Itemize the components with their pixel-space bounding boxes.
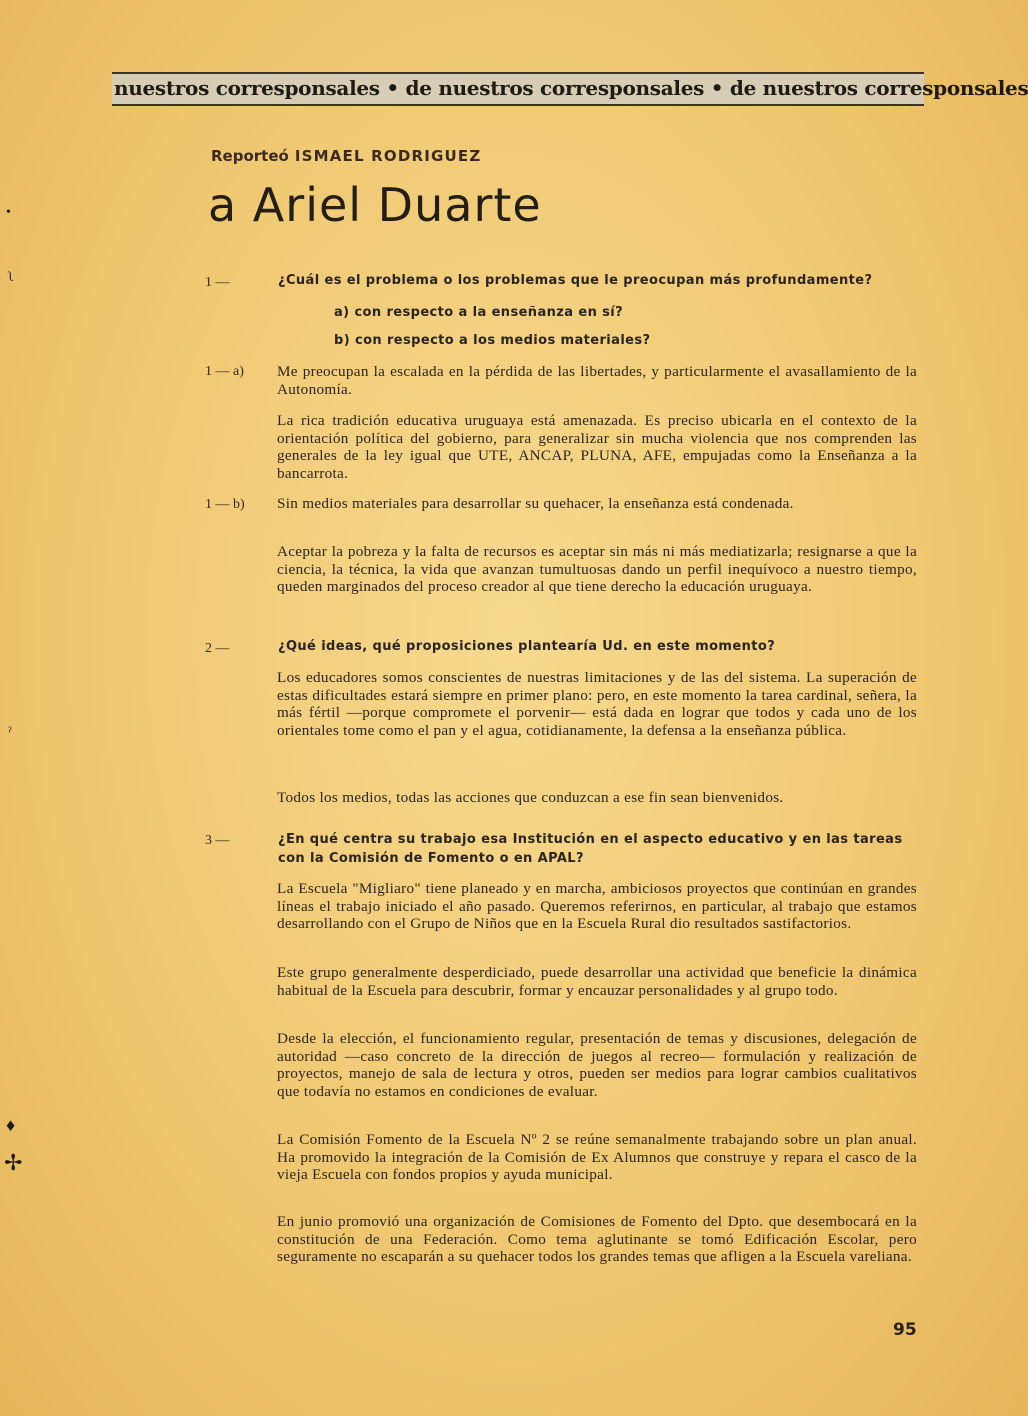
- question-3-text: ¿En qué centra su trabajo esa Institución en el aspecto educativo y en las tareas con la Comisión de Fomento o en APAL?: [278, 832, 903, 866]
- answer-1b-number: 1 — b): [205, 497, 245, 512]
- margin-mark: •: [6, 205, 11, 220]
- question-1-text: ¿Cuál es el problema o los problemas que le preocupan más profundamente?: [278, 273, 873, 288]
- page-number: 95: [893, 1320, 917, 1340]
- answer-3-paragraph: Este grupo generalmente desperdiciado, puede desarrollar una actividad que beneficie la dinámica habitual de la Escuela para descubrir, formar y encauzar personalidades y al grupo todo.: [277, 964, 917, 999]
- answer-1b-paragraph: Aceptar la pobreza y la falta de recursos es aceptar sin más ni más mediatizarla; resignarse a que la ciencia, la técnica, la vida que avanzan tumultuosas dando un perfil inequívoco a nuestro tiempo, queden marginados del proceso creador al que tiene derecho la educación uruguaya.: [277, 543, 917, 595]
- margin-mark: ✢: [4, 1150, 23, 1175]
- section-banner: [112, 72, 1028, 106]
- byline-name: ISMAEL RODRIGUEZ: [294, 147, 482, 165]
- question-2-number: 2 —: [205, 641, 230, 656]
- margin-mark: ˀ: [8, 725, 12, 740]
- answer-3-paragraph: Desde la elección, el funcionamiento regular, presentación de temas y discusiones, delegación de autoridad —caso concreto de la dirección de juegos al recreo— formulación y realización de proyectos, manejo de sala de lectura y otros, pueden ser medios para lograr cambios cualitativos que todavía no estamos en condiciones de evaluar.: [277, 1030, 917, 1100]
- answer-2-paragraph: Todos los medios, todas las acciones que conduzcan a ese fin sean bienvenidos.: [277, 789, 784, 806]
- question-1-number: 1 —: [205, 275, 230, 290]
- answer-3-paragraph: La Escuela "Migliaro" tiene planeado y en marcha, ambiciosos proyectos que continúan en grandes líneas el trabajo iniciado el año pasado. Queremos referirnos, en particular, al trabajo que estamos desarrollando con el Grupo de Niños que en la Escuela Rural dio resultados sastifactorios.: [277, 880, 917, 932]
- byline: [211, 147, 481, 165]
- question-2-text: ¿Qué ideas, qué proposiciones plantearía Ud. en este momento?: [278, 639, 776, 654]
- question-3-number: 3 —: [205, 833, 230, 848]
- margin-mark: ♦: [6, 1115, 16, 1135]
- answer-1a-paragraph: La rica tradición educativa uruguaya está amenazada. Es preciso ubicarla en el contexto de la orientación política del gobierno, para generalizar sin mucha violencia que nos comprenden las generales de la ley igual que UTE, ANCAP, PLUNA, AFE, empujadas como la Enseñanza a la bancarrota.: [277, 412, 917, 482]
- answer-3-paragraph: La Comisión Fomento de la Escuela Nº 2 se reúne semanalmente trabajando sobre un plan anual. Ha promovido la integración de la Comisión de Ex Alumnos que construye y repara el casco de la vieja Escuela con fondos propios y ayuda municipal.: [277, 1131, 917, 1183]
- answer-1a-paragraph: Me preocupan la escalada en la pérdida de las libertades, y particularmente el avasallamiento de la Autonomía.: [277, 363, 917, 398]
- margin-mark: ʅ: [8, 270, 15, 285]
- answer-2-paragraph: Los educadores somos conscientes de nuestras limitaciones y de las del sistema. La superación de estas dificultades estará siempre en primer plano: pero, en este momento la tarea cardinal, señera, la más fértil —porque compromete el porvenir— está dada en lograr que todos y cada uno de los orientales tome como el pan y el agua, cotidianamente, la defensa a la enseñanza pública.: [277, 669, 917, 739]
- byline-label: Reporteó: [211, 147, 289, 165]
- answer-3-paragraph: En junio promovió una organización de Comisiones de Fomento del Dpto. que desembocará en la constitución de una Federación. Como tema aglutinante se tomó Edificación Escolar, pero seguramente no escaparán a su quehacer todos los grandes temas que afligen a la Escuela vareliana.: [277, 1213, 917, 1265]
- banner-text: nuestros corresponsales • de nuestros corresponsales • de nuestros corresponsales: [114, 76, 1028, 100]
- article-title: a Ariel Duarte: [208, 178, 542, 232]
- answer-1b-paragraph: Sin medios materiales para desarrollar su quehacer, la enseñanza está condenada.: [277, 495, 794, 512]
- answer-1a-number: 1 — a): [205, 364, 244, 379]
- question-1-sub-b: b) con respecto a los medios materiales?: [334, 333, 651, 348]
- question-1-sub-a: a) con respecto a la enseñanza en sí?: [334, 305, 624, 320]
